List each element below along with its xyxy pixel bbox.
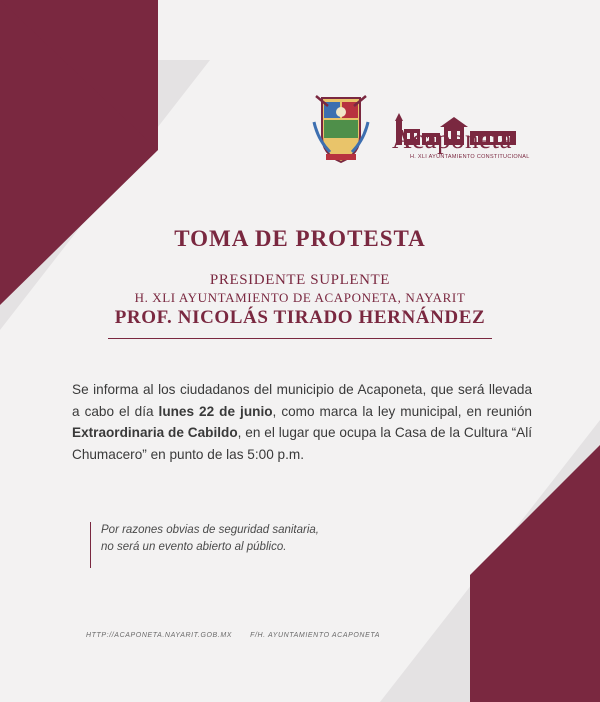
note-line-1: Por razones obvias de seguridad sanitaria, — [101, 524, 319, 536]
page-title: TOMA DE PROTESTA — [174, 226, 426, 251]
note-line-2: no será un evento abierto al público. — [101, 541, 287, 553]
facebook-link[interactable]: F/H. AYUNTAMIENTO ACAPONETA — [250, 632, 380, 639]
position-title: PRESIDENTE SUPLENTE — [209, 272, 391, 288]
brand-name: Acaponeta — [392, 124, 512, 154]
announcement-part-3: , en el lugar que ocupa la Casa de la Cultura “Alí Chumacero” en punto de las 5:00 p.m. — [72, 425, 532, 462]
website-link[interactable]: HTTP://ACAPONETA.NAYARIT.GOB.MX — [86, 632, 233, 639]
logos — [312, 92, 530, 168]
brand-subtitle: H. XLI AYUNTAMIENTO CONSTITUCIONAL — [410, 154, 530, 160]
sanitary-note — [90, 522, 319, 568]
title-divider — [108, 338, 492, 339]
announcement-text — [72, 379, 532, 465]
announcement-meeting: Extraordinaria de Cabildo — [72, 425, 238, 440]
council-name: H. XLI AYUNTAMIENTO DE ACAPONETA, NAYARIT — [134, 290, 466, 305]
announcement-date: lunes 22 de junio — [158, 403, 273, 419]
municipal-shield-logo — [312, 92, 370, 168]
person-name: PROF. NICOLÁS TIRADO HERNÁNDEZ — [114, 307, 486, 328]
announcement-part-1: Se informa al los ciudadanos del municipio de Acaponeta, que será llevada a cabo el día — [72, 382, 532, 419]
announcement-part-2: , como marca la ley municipal, en reunión — [272, 403, 532, 419]
footer — [86, 632, 380, 639]
